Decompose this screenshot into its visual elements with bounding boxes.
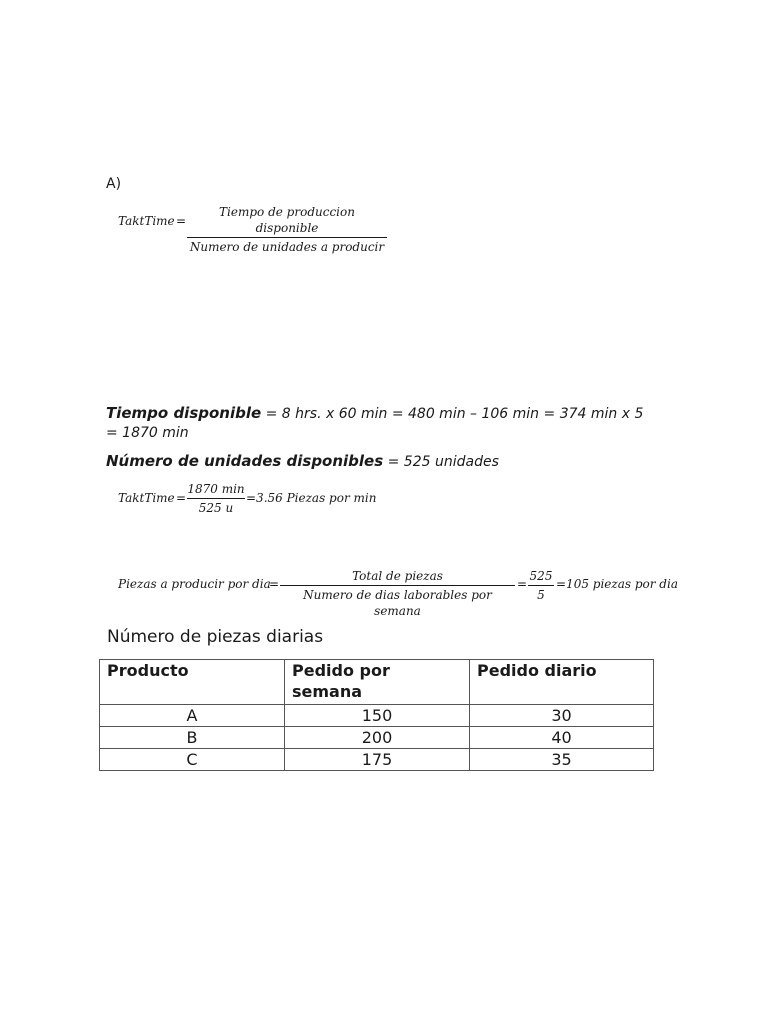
takt-calc-denominator: 525 u xyxy=(198,501,234,515)
piezas-formula-numerator-1: Total de piezas xyxy=(352,569,443,583)
takt-formula-numerator: Tiempo de produccion disponible xyxy=(219,205,355,235)
piezas-formula-denominator-2: 5 xyxy=(537,588,545,602)
cell-pedido-diario: 30 xyxy=(470,705,654,727)
fraction-bar xyxy=(187,237,387,238)
header-producto: Producto xyxy=(100,660,285,705)
takt-formula-lhs: TaktTime xyxy=(118,214,175,228)
table-row xyxy=(100,749,654,771)
cell-pedido-diario: 40 xyxy=(470,727,654,749)
takt-calc-numerator: 1870 min xyxy=(187,482,245,496)
takt-calc-result: =3.56 Piezas por min xyxy=(246,491,377,505)
tiempo-disponible-line2: = 1870 min xyxy=(106,425,189,441)
takt-calc-fraction xyxy=(187,481,245,516)
header-pedido-diario: Pedido diario xyxy=(470,660,654,705)
piezas-formula-equals-1: = xyxy=(269,577,280,591)
cell-pedido-semana: 200 xyxy=(285,727,470,749)
table-header-row xyxy=(100,660,654,705)
unidades-disponibles-paragraph xyxy=(106,452,499,470)
tiempo-disponible-label: Tiempo disponible xyxy=(106,404,262,422)
fraction-bar xyxy=(280,585,515,586)
cell-pedido-semana: 175 xyxy=(285,749,470,771)
cell-producto: C xyxy=(100,749,285,771)
takt-formula-fraction xyxy=(187,204,387,255)
unidades-disponibles-label: Número de unidades disponibles xyxy=(106,452,384,470)
section-label: A) xyxy=(106,176,122,192)
piezas-formula-fraction-2 xyxy=(528,568,554,603)
piezas-formula-fraction-1 xyxy=(280,568,515,619)
fraction-bar xyxy=(528,585,554,586)
takt-formula-equals: = xyxy=(176,214,187,228)
unidades-disponibles-value: = 525 unidades xyxy=(383,454,499,470)
cell-pedido-semana: 150 xyxy=(285,705,470,727)
daily-orders-table xyxy=(99,659,654,771)
takt-calc-lhs: TaktTime xyxy=(118,491,175,505)
piezas-formula-denominator-1: Numero de dias laborables por semana xyxy=(303,588,492,618)
cell-producto: A xyxy=(100,705,285,727)
cell-producto: B xyxy=(100,727,285,749)
takt-formula-denominator: Numero de unidades a producir xyxy=(189,240,385,254)
piezas-formula-numerator-2: 525 xyxy=(529,569,553,583)
table-row xyxy=(100,705,654,727)
takt-calc-equals: = xyxy=(176,491,187,505)
piezas-formula-result: =105 piezas por dia xyxy=(556,577,678,591)
tiempo-disponible-paragraph xyxy=(106,404,643,443)
piezas-formula-equals-2: = xyxy=(517,577,528,591)
cell-pedido-diario: 35 xyxy=(470,749,654,771)
header-pedido-semana: Pedido por semana xyxy=(285,660,470,705)
table-title: Número de piezas diarias xyxy=(107,627,324,647)
tiempo-disponible-line1: = 8 hrs. x 60 min = 480 min – 106 min = 374 min x 5 xyxy=(261,406,644,422)
fraction-bar xyxy=(187,498,245,499)
piezas-formula-lhs: Piezas a producir por dia xyxy=(118,577,271,591)
table-row xyxy=(100,727,654,749)
